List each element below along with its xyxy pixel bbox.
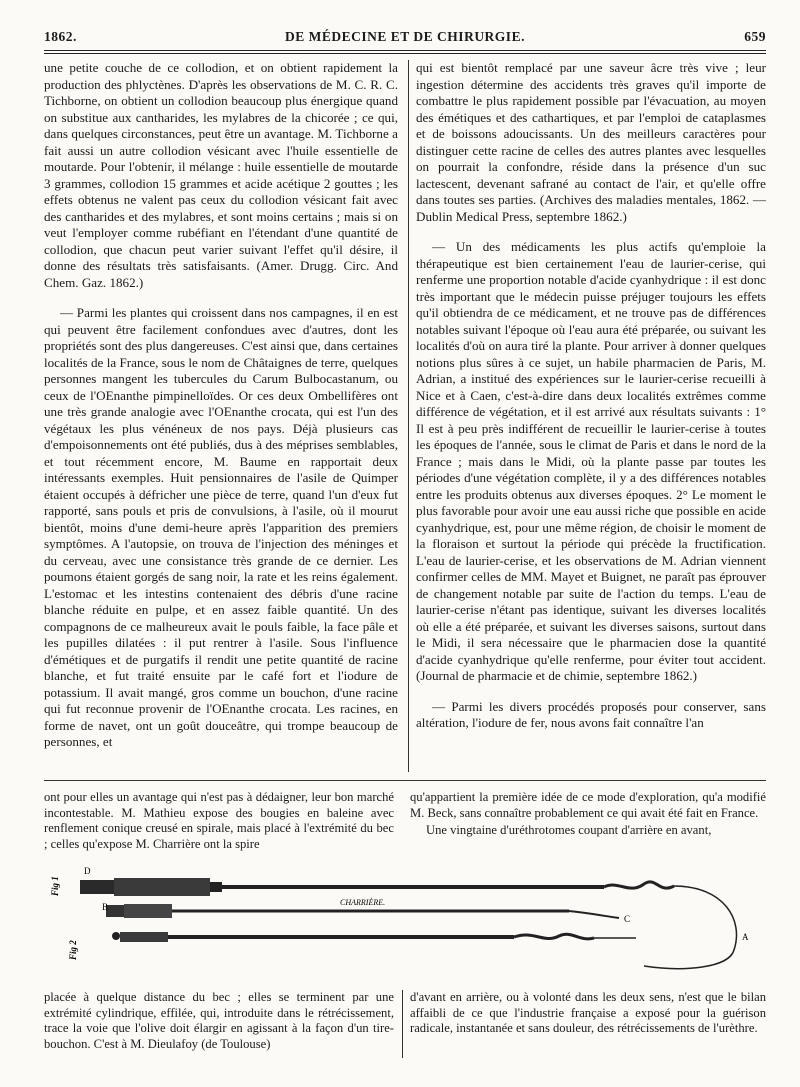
section-separator: [44, 780, 766, 781]
column-divider: [408, 60, 409, 772]
letter-c: C: [624, 914, 631, 924]
left-paragraph-1: une petite couche de ce collodion, et on obtient rapidement la production des phlyctènes. D'après les observations de M. C. R. C. Tichborne, on obtient un collodion beaucoup plus énergique quand on substitue aux cantharides, les mylabres de la chicorée ; ce qui, dans quelques circonstances, peut être un avantage. M. Tichborne a fait aussi un autre collodion vésicant avec l'huile essentielle de moutarde. Pour l'obtenir, il mélange : huile essentielle de moutarde 3 grammes, collodion 15 grammes et acide acétique 2 gouttes ; les effets obtenus ne valent pas ceux du collodion vésicant fait avec des cantharides et des mylabres, et sont moins certains ; mais si on veut l'employer comme rubéfiant en l'étendant d'une quantité de collodion, que chacun peut varier suivant l'effet qu'il désire, il donne des résultats très satisfaisants. (Amer. Drugg. Circ. And Chem. Gaz. 1862.): [44, 60, 398, 290]
bottom-left-text: placée à quelque distance du bec ; elles se terminent par une extrémité cylindrique, effilée, qui, introduite dans le rétrécissement, trace la voie que l'olive doit élargir en agissant à la façon d'un tire-bouchon. C'est à M. Dieulafoy (de Toulouse): [44, 990, 394, 1051]
bottom-column-divider: [402, 990, 403, 1058]
fig-2-label: Fig 2: [68, 940, 78, 960]
right-paragraph-2: — Un des médicaments les plus actifs qu'emploie la thérapeutique est bien certainement l'eau de laurier-cerise, qui renferme une proportion notable d'acide cyanhydrique : il est donc très important que le médecin puisse préjuger toujours les effets qu'il obtiendra de ce médicament, et ne trouve pas de différences notables suivant l'époque où l'eau aura été préparée, ou suivant les localités d'où on aura tiré la plante. Pour arriver à donner quelques notions plus sûres à ce sujet, un habile pharmacien de Paris, M. Adrian, a institué des expériences sur le laurier-cerise recueilli à Nice et à Caen, c'est-à-dire dans deux localités extrêmes comme différence de végétation, et il est arrivé aux résultats suivants : 1° Il est à peu près indifférent de recueillir le laurier-cerise à toutes les époques de l'année, sous le climat de Paris et dans le nord de la France ; mais dans le Midi, où la plante passe par toutes les périodes d'une végétation complète, il y a des différences notables entre les produits obtenus aux diverses époques. 2° Le moment le plus favorable pour avoir une eau aussi riche que possible en acide cyanhydrique, est, pour une même région, de choisir le moment de la floraison et surtout la période qui précède la fructification. L'eau de laurier-cerise, et les observations de M. Adrian viennent confirmer celles de MM. Mayet et Buignet, ne paraît pas éprouver de changement notable par suite de l'action du temps. L'eau de laurier-cerise n'étant pas identique, suivant les diverses localités où elle a été préparée, et suivant les diverses saisons, surtout dans le Midi, il sera nécessaire que le pharmacien dose la quantité d'acide cyanhydrique qu'elle renferme, pour éviter tout accident. (Journal de pharmacie et de chimie, septembre 1862.): [416, 239, 766, 683]
lower-right-column: [410, 790, 766, 839]
instrument-bottom: [112, 932, 636, 942]
lower-left-text: ont pour elles un avantage qui n'est pas à dédaigner, leur bon marché incontestable. M. Mathieu expose des bougies en baleine avec renflement conique creusé en spirale, mais placé à l'extrémité du bec ; celles qu'expose M. Charrière ont la spire: [44, 790, 394, 851]
urethrotome-illustration: [44, 860, 766, 990]
right-column: [416, 60, 766, 732]
page-number: 659: [744, 29, 766, 44]
maker-label: CHARRIÈRE.: [340, 898, 386, 907]
letter-d: D: [84, 866, 91, 876]
header-rule-bottom: [44, 53, 766, 54]
bottom-left-column: [44, 990, 394, 1052]
header-title: DE MÉDECINE ET DE CHIRURGIE.: [285, 29, 525, 44]
left-paragraph-2: — Parmi les plantes qui croissent dans nos campagnes, il en est qui peuvent être facilement confondues avec d'autres, dont les propriétés sont des plus dangereuses. C'est ainsi que, dans certaines localités de la France, sous le nom de Châtaignes de terre, quelques personnes mangent les tubercules du Carum Bulbocastanum, ou ceux de l'OEnanthe pimpinelloïdes. Or ces deux Ombellifères ont une très grande analogie avec l'OEnanthe crocata, qui est l'un des végétaux les plus vénéneux de nos pays. Déjà plusieurs cas d'empoisonnements ont été publiés, dus à des méprises semblables, et tout récemment encore, M. Baume en rapportait deux intéressants exemples. Huit pensionnaires de l'asile de Quimper étaient occupés à défricher une pièce de terre, quand l'un d'eux fut rapporté, sans pouls et pris de convulsions, à l'asile, où il mourut bientôt, moins d'une demi-heure après l'apparition des premiers symptômes. A l'autopsie, on trouva de l'injection des méninges et du cerveau, avec une consistance très grande de ce dernier. Les poumons étaient gorgés de sang noir, la rate et les reins également. L'estomac et les intestins contenaient des débris d'une racine blanche réduite en pulpe, et en assez faible quantité. Un des compagnons de ce malheureux avait le pouls faible, la face pâle et les pupilles dilatées : il put rentrer à l'asile. Sous l'influence d'émétiques et de purgatifs il rendit une petite quantité de racine blanche, et fut traité ensuite par le café fort et l'iodure de potassium. Il avait mangé, gros comme un bouchon, d'une racine qui fut reconnue provenir de l'OEnanthe crocata. Les racines, en forme de navet, ont un goût douceâtre, qui trompe beaucoup de personnes, et: [44, 305, 398, 749]
letter-a: A: [742, 932, 749, 942]
lower-right-text-1: qu'appartient la première idée de ce mode d'exploration, qu'a modifié M. Beck, sans connaître probablement ce qui avait été fait en France.: [410, 790, 766, 820]
bottom-right-text: d'avant en arrière, ou à volonté dans les deux sens, n'est que le bilan affaibli de ce que l'industrie française a exposé pour la guérison radicale, instantanée et sans douleur, des rétrécissements de l'urèthre.: [410, 990, 766, 1036]
letter-b: B: [102, 902, 109, 912]
lower-right-text-2: Une vingtaine d'uréthrotomes coupant d'arrière en avant,: [426, 823, 712, 838]
urethrotome-figure: [44, 860, 766, 990]
running-header: [44, 29, 766, 47]
fig-1-label: Fig 1: [50, 876, 60, 896]
right-paragraph-1: qui est bientôt remplacé par une saveur âcre très vive ; leur ingestion détermine des accidents très graves qu'il importe de combattre le plus rapidement possible par l'évacuation, au moyen des émétiques et des cathartiques, et par l'emploi de cataplasmes et de boissons adoucissants. Un des meilleurs caractères pour distinguer cette racine de celles des autres plantes avec lesquelles on pourrait la confondre, réside dans la présence d'un suc lactescent, devenant safrané au contact de l'air, et qu'elle offre dans toutes ses parties. (Archives des maladies mentales, 1862. — Dublin Medical Press, septembre 1862.): [416, 60, 766, 224]
left-column: [44, 60, 398, 751]
instrument-d: [80, 878, 737, 969]
bottom-right-column: [410, 990, 766, 1037]
lower-left-column: [44, 790, 394, 852]
right-paragraph-3: — Parmi les divers procédés proposés pour conserver, sans altération, l'iodure de fer, nous avons fait connaître l'an: [416, 698, 766, 730]
header-rule-top: [44, 50, 766, 51]
header-year: 1862.: [44, 29, 77, 44]
